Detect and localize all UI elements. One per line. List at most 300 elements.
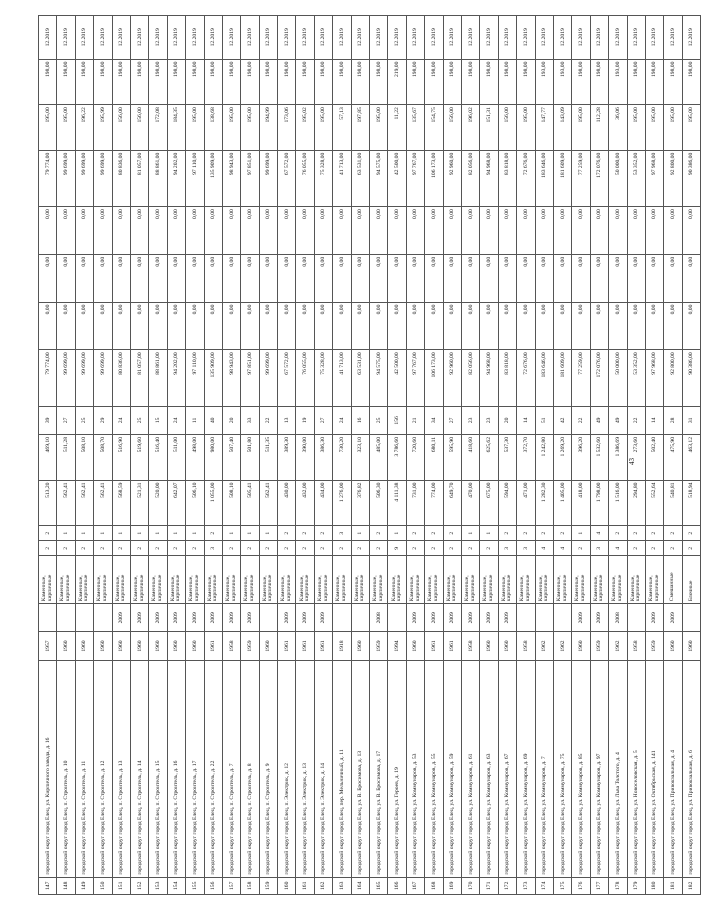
cell-address: городской округ город Елец, ул. Льва Толстого, д. 4 (609, 660, 627, 877)
cell-entrances: 1 (75, 526, 93, 541)
table-row (57, 16, 75, 895)
cell-wall-material: Каменные, кирпичные (535, 556, 553, 604)
cell-address: городской округ город Елец, ул. В. Бросимова, д. 17 (370, 660, 388, 877)
cell-cost-per-sqm: 36,06 (609, 105, 627, 151)
cell-wall-material: Каменные, кирпичные (112, 556, 130, 604)
cell-total-cost: 50 000,00 (609, 350, 627, 406)
cell-year-built: 1960 (57, 632, 75, 660)
cell-total-cost: 75 328,00 (314, 350, 332, 406)
cell-limit-cost-per-sqm: 198,00 (627, 59, 645, 105)
cell-residents: 14 (645, 406, 663, 434)
cell-row-number: 169 (443, 877, 461, 894)
cell-total-cost: 81 057,00 (130, 350, 148, 406)
cell-budget-amount: 0,00 (204, 254, 222, 302)
cell-living-area: 511,28 (57, 434, 75, 480)
cell-residents: 23 (461, 406, 479, 434)
cell-other-amount: 0,00 (94, 207, 112, 255)
cell-year-built: 1960 (682, 632, 700, 660)
cell-row-number: 153 (149, 877, 167, 894)
cell-limit-cost-per-sqm: 198,00 (370, 59, 388, 105)
cell-year-reconstructed: 2009 (480, 604, 498, 632)
cell-total-area: 376,82 (351, 480, 369, 526)
cell-row-number: 165 (370, 877, 388, 894)
table-row (259, 16, 277, 895)
cell-total-cost: 97 851,00 (241, 350, 259, 406)
cell-living-area: 680,11 (425, 434, 443, 480)
cell-residents: 11 (186, 406, 204, 434)
cell-other-amount: 0,00 (259, 207, 277, 255)
cell-fund-amount: 0,00 (627, 302, 645, 350)
cell-floors: 3 (498, 541, 516, 556)
cell-entrances: 2 (370, 526, 388, 541)
cell-other-amount: 0,00 (296, 207, 314, 255)
cell-address: городской округ город Елец, ул. Коммунаров, д. 53 (406, 660, 424, 877)
cell-year-built: 1960 (406, 632, 424, 660)
cell-entrances: 1 (480, 526, 498, 541)
cell-entrances: 2 (535, 526, 553, 541)
cell-floors: 2 (314, 541, 332, 556)
cell-total-cost: 76 055,00 (296, 350, 314, 406)
cell-row-number: 176 (572, 877, 590, 894)
cell-budget-amount: 0,00 (296, 254, 314, 302)
cell-cost-per-sqm: 196,22 (75, 105, 93, 151)
cell-owners-amount: 135 909,00 (204, 150, 222, 206)
cell-year-built: 1960 (664, 632, 682, 660)
cell-year-reconstructed: 2009 (498, 604, 516, 632)
cell-residents: 39 (39, 406, 57, 434)
cell-cost-per-sqm: 195,00 (186, 105, 204, 151)
cell-budget-amount: 0,00 (75, 254, 93, 302)
cell-living-area: 511,00 (167, 434, 185, 480)
cell-wall-material: Каменные, кирпичные (480, 556, 498, 604)
table-row (480, 16, 498, 895)
cell-owners-amount: 79 774,00 (39, 150, 57, 206)
cell-completion-date: 12.2019 (443, 16, 461, 60)
table-row (425, 16, 443, 895)
cell-entrances: 1 (167, 526, 185, 541)
cell-wall-material: Каменные, кирпичные (94, 556, 112, 604)
cell-completion-date: 12.2019 (75, 16, 93, 60)
cell-owners-amount: 67 572,00 (278, 150, 296, 206)
cell-year-built: 1958 (517, 632, 535, 660)
cell-budget-amount: 0,00 (645, 254, 663, 302)
cell-address: городской округ город Елец, п. Строитель, д. 11 (75, 660, 93, 877)
table-row (590, 16, 608, 895)
cell-limit-cost-per-sqm: 198,00 (259, 59, 277, 105)
cell-wall-material: Каменные, кирпичные (517, 556, 535, 604)
cell-completion-date: 12.2019 (167, 16, 185, 60)
cell-other-amount: 0,00 (167, 207, 185, 255)
cell-year-built: 1961 (314, 632, 332, 660)
cell-entrances: 2 (517, 526, 535, 541)
cell-wall-material: Каменные, кирпичные (39, 556, 57, 604)
cell-fund-amount: 0,00 (204, 302, 222, 350)
cell-year-reconstructed: 2009 (461, 604, 479, 632)
cell-entrances: 1 (388, 526, 406, 541)
cell-residents: 33 (241, 406, 259, 434)
cell-fund-amount: 0,00 (406, 302, 424, 350)
cell-completion-date: 12.2019 (572, 16, 590, 60)
cell-living-area: 1 242,80 (535, 434, 553, 480)
cell-floors: 4 (609, 541, 627, 556)
cell-year-reconstructed: 2009 (645, 604, 663, 632)
cell-living-area: 508,70 (94, 434, 112, 480)
cell-year-reconstructed: 2009 (278, 604, 296, 632)
cell-total-cost: 83 818,00 (498, 350, 516, 406)
cell-address: городской округ город Елец, п. Строитель, д. 14 (130, 660, 148, 877)
cell-year-built: 1960 (130, 632, 148, 660)
table-row (130, 16, 148, 895)
cell-limit-cost-per-sqm: 198,00 (241, 59, 259, 105)
cell-row-number: 175 (553, 877, 571, 894)
cell-total-area: 508,10 (222, 480, 240, 526)
cell-year-reconstructed (333, 604, 351, 632)
cell-fund-amount: 0,00 (333, 302, 351, 350)
cell-total-area: 552,64 (645, 480, 663, 526)
cell-wall-material: Каменные, кирпичные (388, 556, 406, 604)
cell-row-number: 167 (406, 877, 424, 894)
cell-completion-date: 12.2019 (627, 16, 645, 60)
cell-fund-amount: 0,00 (590, 302, 608, 350)
cell-budget-amount: 0,00 (590, 254, 608, 302)
table-row (204, 16, 222, 895)
cell-year-built: 1961 (296, 632, 314, 660)
cell-fund-amount: 0,00 (388, 302, 406, 350)
cell-budget-amount: 0,00 (278, 254, 296, 302)
cell-owners-amount: 50 000,00 (609, 150, 627, 206)
cell-fund-amount: 0,00 (572, 302, 590, 350)
cell-total-area: 294,80 (627, 480, 645, 526)
cell-residents: 15 (149, 406, 167, 434)
table-row (370, 16, 388, 895)
cell-floors: 2 (406, 541, 424, 556)
cell-entrances: 2 (314, 526, 332, 541)
cell-floors: 2 (480, 541, 498, 556)
cell-living-area: 396,20 (572, 434, 590, 480)
cell-floors: 4 (553, 541, 571, 556)
cell-year-reconstructed: 2008 (609, 604, 627, 632)
cell-row-number: 172 (498, 877, 516, 894)
cell-year-built: 1961 (425, 632, 443, 660)
cell-address: городской округ город Елец, п. Строитель, д. 8 (241, 660, 259, 877)
cell-residents: 156 (388, 406, 406, 434)
cell-owners-amount: 99 699,00 (94, 150, 112, 206)
cell-owners-amount: 88 861,00 (149, 150, 167, 206)
cell-owners-amount: 90 386,00 (682, 150, 700, 206)
cell-budget-amount: 0,00 (130, 254, 148, 302)
cell-total-cost: 97 110,00 (186, 350, 204, 406)
cell-total-cost: 181 609,00 (553, 350, 571, 406)
cell-address: городской округ город Елец, п. Строитель, д. 12 (94, 660, 112, 877)
cell-year-built: 1960 (259, 632, 277, 660)
cell-fund-amount: 0,00 (535, 302, 553, 350)
cell-other-amount: 0,00 (333, 207, 351, 255)
cell-address: городской округ город Елец, п. Строитель, д. 13 (112, 660, 130, 877)
cell-cost-per-sqm: 195,00 (370, 105, 388, 151)
cell-year-built: 1994 (388, 632, 406, 660)
cell-total-area: 540,81 (664, 480, 682, 526)
cell-year-reconstructed (517, 604, 535, 632)
cell-limit-cost-per-sqm: 198,00 (222, 59, 240, 105)
cell-living-area: 1 269,20 (553, 434, 571, 480)
cell-budget-amount: 0,00 (517, 254, 535, 302)
cell-entrances: 1 (94, 526, 112, 541)
cell-address: городской округ город Елец, п. Строитель, д. 10 (57, 660, 75, 877)
cell-owners-amount: 97 767,00 (406, 150, 424, 206)
cell-row-number: 173 (517, 877, 535, 894)
cell-entrances: 2 (425, 526, 443, 541)
cell-year-reconstructed: 2009 (222, 604, 240, 632)
cell-owners-amount: 106 173,00 (425, 150, 443, 206)
cell-limit-cost-per-sqm: 198,00 (112, 59, 130, 105)
cell-entrances: 1 (149, 526, 167, 541)
cell-other-amount: 0,00 (314, 207, 332, 255)
cell-residents: 22 (627, 406, 645, 434)
cell-fund-amount: 0,00 (167, 302, 185, 350)
cell-floors: 4 (535, 541, 553, 556)
cell-budget-amount: 0,00 (627, 254, 645, 302)
cell-address: городской округ город Елец, ул. Героев, д. 19 (388, 660, 406, 877)
cell-cost-per-sqm: 147,77 (535, 105, 553, 151)
cell-wall-material: Каменные, кирпичные (149, 556, 167, 604)
cell-completion-date: 12.2019 (645, 16, 663, 60)
cell-total-cost: 94 575,00 (370, 350, 388, 406)
cell-total-cost: 99 699,00 (259, 350, 277, 406)
cell-limit-cost-per-sqm: 198,00 (333, 59, 351, 105)
cell-living-area: 1 386,69 (609, 434, 627, 480)
cell-address: городской округ город Елец, п. Электрик, д. 14 (314, 660, 332, 877)
cell-budget-amount: 0,00 (186, 254, 204, 302)
cell-floors: 2 (443, 541, 461, 556)
cell-total-cost: 41 713,00 (333, 350, 351, 406)
cell-limit-cost-per-sqm: 198,00 (94, 59, 112, 105)
cell-year-reconstructed: 2009 (590, 604, 608, 632)
cell-other-amount: 0,00 (461, 207, 479, 255)
cell-completion-date: 12.2019 (498, 16, 516, 60)
cell-total-area: 1 516,00 (609, 480, 627, 526)
cell-other-amount: 0,00 (370, 207, 388, 255)
cell-year-reconstructed: 2009 (425, 604, 443, 632)
cell-entrances: 1 (259, 526, 277, 541)
cell-total-cost: 80 836,00 (112, 350, 130, 406)
cell-wall-material: Каменные, кирпичные (370, 556, 388, 604)
cell-year-built: 1960 (351, 632, 369, 660)
cell-year-reconstructed: 2008 (370, 604, 388, 632)
cell-total-cost: 135 909,00 (204, 350, 222, 406)
cell-fund-amount: 0,00 (517, 302, 535, 350)
cell-wall-material: Каменные, кирпичные (130, 556, 148, 604)
cell-entrances: 2 (664, 526, 682, 541)
cell-year-built: 1960 (572, 632, 590, 660)
cell-entrances: 3 (333, 526, 351, 541)
cell-total-area: 430,00 (278, 480, 296, 526)
cell-row-number: 155 (186, 877, 204, 894)
cell-year-reconstructed (535, 604, 553, 632)
cell-budget-amount: 0,00 (39, 254, 57, 302)
cell-limit-cost-per-sqm: 198,00 (75, 59, 93, 105)
cell-address: городской округ город Елец, ул. Новоселовская, д. 5 (627, 660, 645, 877)
cell-wall-material: Каменные, кирпичные (553, 556, 571, 604)
cell-fund-amount: 0,00 (278, 302, 296, 350)
cell-entrances: 2 (645, 526, 663, 541)
cell-entrances: 1 (112, 526, 130, 541)
cell-year-built: 1958 (222, 632, 240, 660)
cell-total-area: 4 111,38 (388, 480, 406, 526)
cell-budget-amount: 0,00 (94, 254, 112, 302)
cell-floors: 2 (186, 541, 204, 556)
cell-address: городской округ город Елец, ул. Коммунаров, д. 61 (461, 660, 479, 877)
cell-total-cost: 106 173,00 (425, 350, 443, 406)
cell-wall-material: Каменные, кирпичные (425, 556, 443, 604)
cell-owners-amount: 94 202,00 (167, 150, 185, 206)
cell-budget-amount: 0,00 (664, 254, 682, 302)
cell-residents: 51 (535, 406, 553, 434)
cell-budget-amount: 0,00 (149, 254, 167, 302)
cell-total-area: 518,94 (682, 480, 700, 526)
cell-living-area: 389,30 (278, 434, 296, 480)
cell-row-number: 166 (388, 877, 406, 894)
cell-residents: 23 (480, 406, 498, 434)
cell-total-cost: 92 960,00 (443, 350, 461, 406)
cell-wall-material: Каменные, кирпичные (57, 556, 75, 604)
cell-total-area: 731,00 (406, 480, 424, 526)
cell-other-amount: 0,00 (572, 207, 590, 255)
cell-wall-material: Каменные, кирпичные (296, 556, 314, 604)
cell-owners-amount: 75 328,00 (314, 150, 332, 206)
cell-address: городской округ город Елец, ул. Кирпичного завода, д. 16 (39, 660, 57, 877)
cell-total-cost: 183 646,00 (535, 350, 553, 406)
cell-limit-cost-per-sqm: 198,00 (425, 59, 443, 105)
cell-other-amount: 0,00 (351, 207, 369, 255)
cell-total-cost: 90 386,00 (682, 350, 700, 406)
cell-cost-per-sqm: 196,02 (461, 105, 479, 151)
cell-entrances: 2 (39, 526, 57, 541)
cell-row-number: 178 (609, 877, 627, 894)
cell-completion-date: 12.2019 (186, 16, 204, 60)
cell-fund-amount: 0,00 (609, 302, 627, 350)
cell-cost-per-sqm: 197,85 (351, 105, 369, 151)
cell-owners-amount: 53 352,00 (627, 150, 645, 206)
cell-other-amount: 0,00 (517, 207, 535, 255)
cell-row-number: 164 (351, 877, 369, 894)
cell-living-area: 469,10 (39, 434, 57, 480)
cell-year-built: 1960 (149, 632, 167, 660)
cell-owners-amount: 42 500,00 (388, 150, 406, 206)
cell-fund-amount: 0,00 (498, 302, 516, 350)
cell-year-reconstructed: 2009 (112, 604, 130, 632)
cell-row-number: 149 (75, 877, 93, 894)
cell-floors: 2 (222, 541, 240, 556)
cell-entrances: 2 (609, 526, 627, 541)
cell-residents: 25 (75, 406, 93, 434)
cell-cost-per-sqm: 195,00 (222, 105, 240, 151)
cell-total-cost: 99 699,00 (57, 350, 75, 406)
cell-limit-cost-per-sqm: 198,00 (186, 59, 204, 105)
cell-living-area: 485,00 (370, 434, 388, 480)
cell-entrances: 2 (296, 526, 314, 541)
cell-completion-date: 12.2019 (480, 16, 498, 60)
cell-limit-cost-per-sqm: 198,00 (590, 59, 608, 105)
cell-fund-amount: 0,00 (222, 302, 240, 350)
cell-total-area: 594,00 (498, 480, 516, 526)
cell-year-reconstructed: 2009 (149, 604, 167, 632)
cell-total-area: 1 282,30 (535, 480, 553, 526)
cell-row-number: 171 (480, 877, 498, 894)
cell-other-amount: 0,00 (682, 207, 700, 255)
table-row (517, 16, 535, 895)
cell-fund-amount: 0,00 (664, 302, 682, 350)
cell-entrances: 1 (186, 526, 204, 541)
cell-entrances: 1 (351, 526, 369, 541)
table-row (609, 16, 627, 895)
cell-fund-amount: 0,00 (259, 302, 277, 350)
cell-completion-date: 12.2019 (296, 16, 314, 60)
cell-year-reconstructed: 2009 (406, 604, 424, 632)
cell-floors: 2 (425, 541, 443, 556)
cell-completion-date: 12.2019 (222, 16, 240, 60)
cell-limit-cost-per-sqm: 198,00 (167, 59, 185, 105)
cell-residents: 31 (682, 406, 700, 434)
cell-year-built: 1958 (461, 632, 479, 660)
cell-living-area: 372,70 (517, 434, 535, 480)
cell-total-cost: 97 767,00 (406, 350, 424, 406)
cell-other-amount: 0,00 (553, 207, 571, 255)
cell-cost-per-sqm: 135,67 (406, 105, 424, 151)
cell-total-area: 649,70 (443, 480, 461, 526)
cell-budget-amount: 0,00 (609, 254, 627, 302)
cell-address: городской округ город Елец, ул. Коммунаров, д. 69 (517, 660, 535, 877)
cell-completion-date: 12.2019 (535, 16, 553, 60)
cell-total-cost: 53 352,00 (627, 350, 645, 406)
cell-address: городской округ город Елец, ул. Октябрьская, д. 141 (645, 660, 663, 877)
cell-year-reconstructed (57, 604, 75, 632)
cell-other-amount: 0,00 (406, 207, 424, 255)
cell-limit-cost-per-sqm: 198,00 (204, 59, 222, 105)
cell-other-amount: 0,00 (278, 207, 296, 255)
cell-address: городской округ город Елец, ул. Коммунаров, д. 59 (443, 660, 461, 877)
cell-total-area: 562,41 (57, 480, 75, 526)
cell-cost-per-sqm: 195,00 (682, 105, 700, 151)
cell-limit-cost-per-sqm: 198,00 (572, 59, 590, 105)
cell-completion-date: 12.2019 (204, 16, 222, 60)
cell-address: городской округ город Елец, ул. Коммунаров, д. 63 (480, 660, 498, 877)
cell-entrances: 2 (553, 526, 571, 541)
cell-wall-material: Каменные, кирпичные (278, 556, 296, 604)
cell-floors: 2 (149, 541, 167, 556)
cell-total-cost: 67 572,00 (278, 350, 296, 406)
cell-residents: 49 (609, 406, 627, 434)
cell-cost-per-sqm: 156,00 (443, 105, 461, 151)
cell-fund-amount: 0,00 (351, 302, 369, 350)
cell-cost-per-sqm: 154,75 (425, 105, 443, 151)
cell-total-area: 562,41 (94, 480, 112, 526)
cell-row-number: 156 (204, 877, 222, 894)
cell-limit-cost-per-sqm: 198,00 (517, 59, 535, 105)
cell-fund-amount: 0,00 (241, 302, 259, 350)
cell-owners-amount: 80 836,00 (112, 150, 130, 206)
cell-row-number: 179 (627, 877, 645, 894)
cell-total-cost: 172 076,00 (590, 350, 608, 406)
cell-residents: 21 (406, 406, 424, 434)
cell-entrances: 1 (222, 526, 240, 541)
cell-budget-amount: 0,00 (553, 254, 571, 302)
cell-limit-cost-per-sqm: 198,00 (39, 59, 57, 105)
cell-completion-date: 12.2019 (682, 16, 700, 60)
cell-floors: 2 (112, 541, 130, 556)
cell-completion-date: 12.2019 (664, 16, 682, 60)
cell-wall-material: Смешанные (664, 556, 682, 604)
cell-cost-per-sqm: 143,09 (553, 105, 571, 151)
